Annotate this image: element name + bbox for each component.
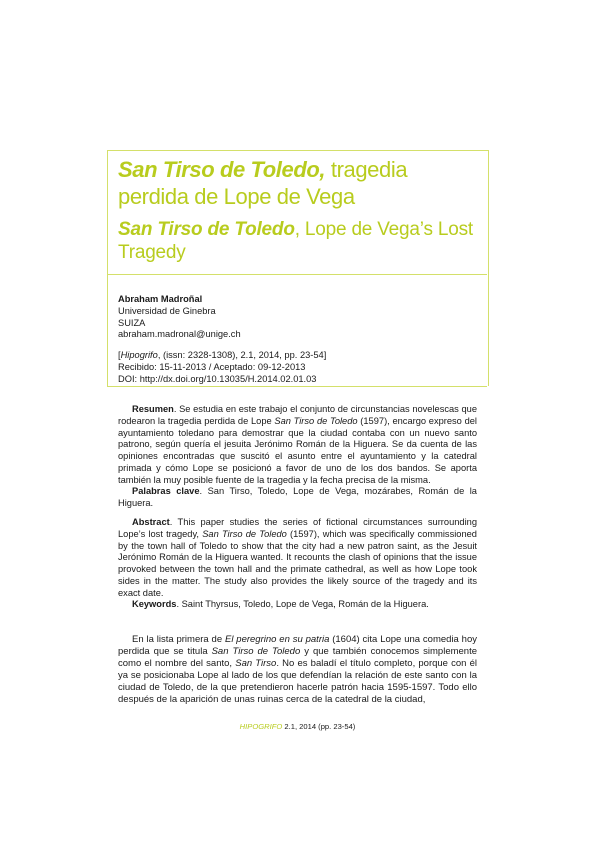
resumen-paragraph <box>118 404 477 486</box>
footer-details: 2.1, 2014 (pp. 23-54) <box>282 722 356 731</box>
title-english-italic: San Tirso de Toledo <box>118 219 295 240</box>
title-divider <box>107 274 487 275</box>
citation-details: , (issn: 2328-1308), 2.1, 2014, pp. 23-54] <box>157 350 327 360</box>
title-english <box>118 218 478 264</box>
body-s4: . No es baladí el título completo, porque con él ya se posicionaba Lope al lado de los que defendían la relación de este santo con la ciudad de Toledo, de la que pretendieron hacerle patrón hacia 1595-1597. Todo ello después de la aparición de unas ruinas cerca de la catedral de la ciudad, <box>118 657 478 705</box>
body-text <box>118 634 477 705</box>
resumen-keywords-label: Palabras clave <box>132 486 200 497</box>
abstract-paragraph <box>118 517 477 599</box>
citation-dates: Recibido: 15-11-2013 / Aceptado: 09-12-2013 <box>118 361 306 372</box>
citation-open: [ <box>118 350 121 360</box>
frame-divider <box>107 386 487 387</box>
author-block <box>118 294 478 341</box>
page-footer <box>0 722 595 731</box>
citation-block <box>118 350 478 385</box>
citation-journal: Hipogrifo <box>120 350 158 360</box>
title-spanish <box>118 156 478 210</box>
title-spanish-rest: tragedia perdida de Lope de Vega <box>118 157 408 209</box>
resumen-italic: San Tirso de Toledo <box>274 415 358 426</box>
resumen-text-b: (1597), encargo expreso del ayuntamiento toledano para demostrar que la ciudad contaba con un nuevo santo patrono, según quería el jesuita Jerónimo Román de la Higuera. Se da cuenta de las opiniones encontradas que suscitó el asunto entre el ayuntamiento y la catedral primada y cómo Lope se posicionó a favor de uno de los dos bandos. Se aporta también la muy posible fuente de la tragedia y la fecha precisa de la misma. <box>118 415 477 485</box>
body-s2: (1604) cita Lope una comedia hoy perdida que se titula <box>118 634 477 657</box>
resumen-keywords <box>118 486 477 510</box>
abstract-keywords-text: . Saint Thyrsus, Toledo, Lope de Vega, Román de la Higuera. <box>176 599 429 610</box>
author-country: SUIZA <box>118 317 146 328</box>
body-i2: San Tirso de Toledo <box>211 645 301 657</box>
resumen-block <box>118 404 477 510</box>
body-s1: En la lista primera de <box>132 634 225 645</box>
title-english-rest: , Lope de Vega’s Lost Tragedy <box>118 219 473 263</box>
body-i1: El peregrino en su patria <box>224 634 330 645</box>
abstract-keywords <box>118 599 477 611</box>
abstract-italic: San Tirso de Toledo <box>202 528 287 539</box>
body-paragraph <box>118 634 477 705</box>
resumen-keywords-text: . San Tirso, Toledo, Lope de Vega, mozárabes, Román de la Higuera. <box>118 486 477 508</box>
abstract-text-a: . This paper studies the series of fictional circumstances surrounding Lope’s lost tragedy, <box>118 517 477 539</box>
footer-journal: HIPOGRIFO <box>239 722 283 731</box>
body-i3: San Tirso <box>235 657 277 669</box>
abstract-block <box>118 517 477 611</box>
citation-doi[interactable]: DOI: http://dx.doi.org/10.13035/H.2014.02.01.03 <box>118 373 317 384</box>
abstract-keywords-label: Keywords <box>132 599 177 610</box>
citation-line <box>118 350 478 362</box>
abstract-label: Abstract <box>132 517 170 527</box>
abstract-text-b: (1597), which was specifically commissioned by the town hall of Toledo to show that the city had a new patron saint, as the Jesuit Jerónimo Román de la Higuera wanted. It recounts the clash of opinions that the issue provoked between the town hall and the primate cathedral, as well as how Lope took sides in the matter. The study also provides the likely source of the tragedy and its exact date. <box>118 528 477 598</box>
resumen-text-a: . Se estudia en este trabajo el conjunto de circunstancias novelescas que rodearon la tragedia perdida de Lope <box>118 404 477 426</box>
author-affiliation: Universidad de Ginebra <box>118 305 216 316</box>
body-s3: y que también conocemos simplemente como el nombre del santo, <box>118 645 478 669</box>
resumen-label: Resumen <box>132 404 174 414</box>
author-name: Abraham Madroñal <box>118 294 203 304</box>
title-spanish-italic: San Tirso de Toledo, <box>118 157 326 182</box>
author-email[interactable]: abraham.madronal@unige.ch <box>118 329 241 340</box>
